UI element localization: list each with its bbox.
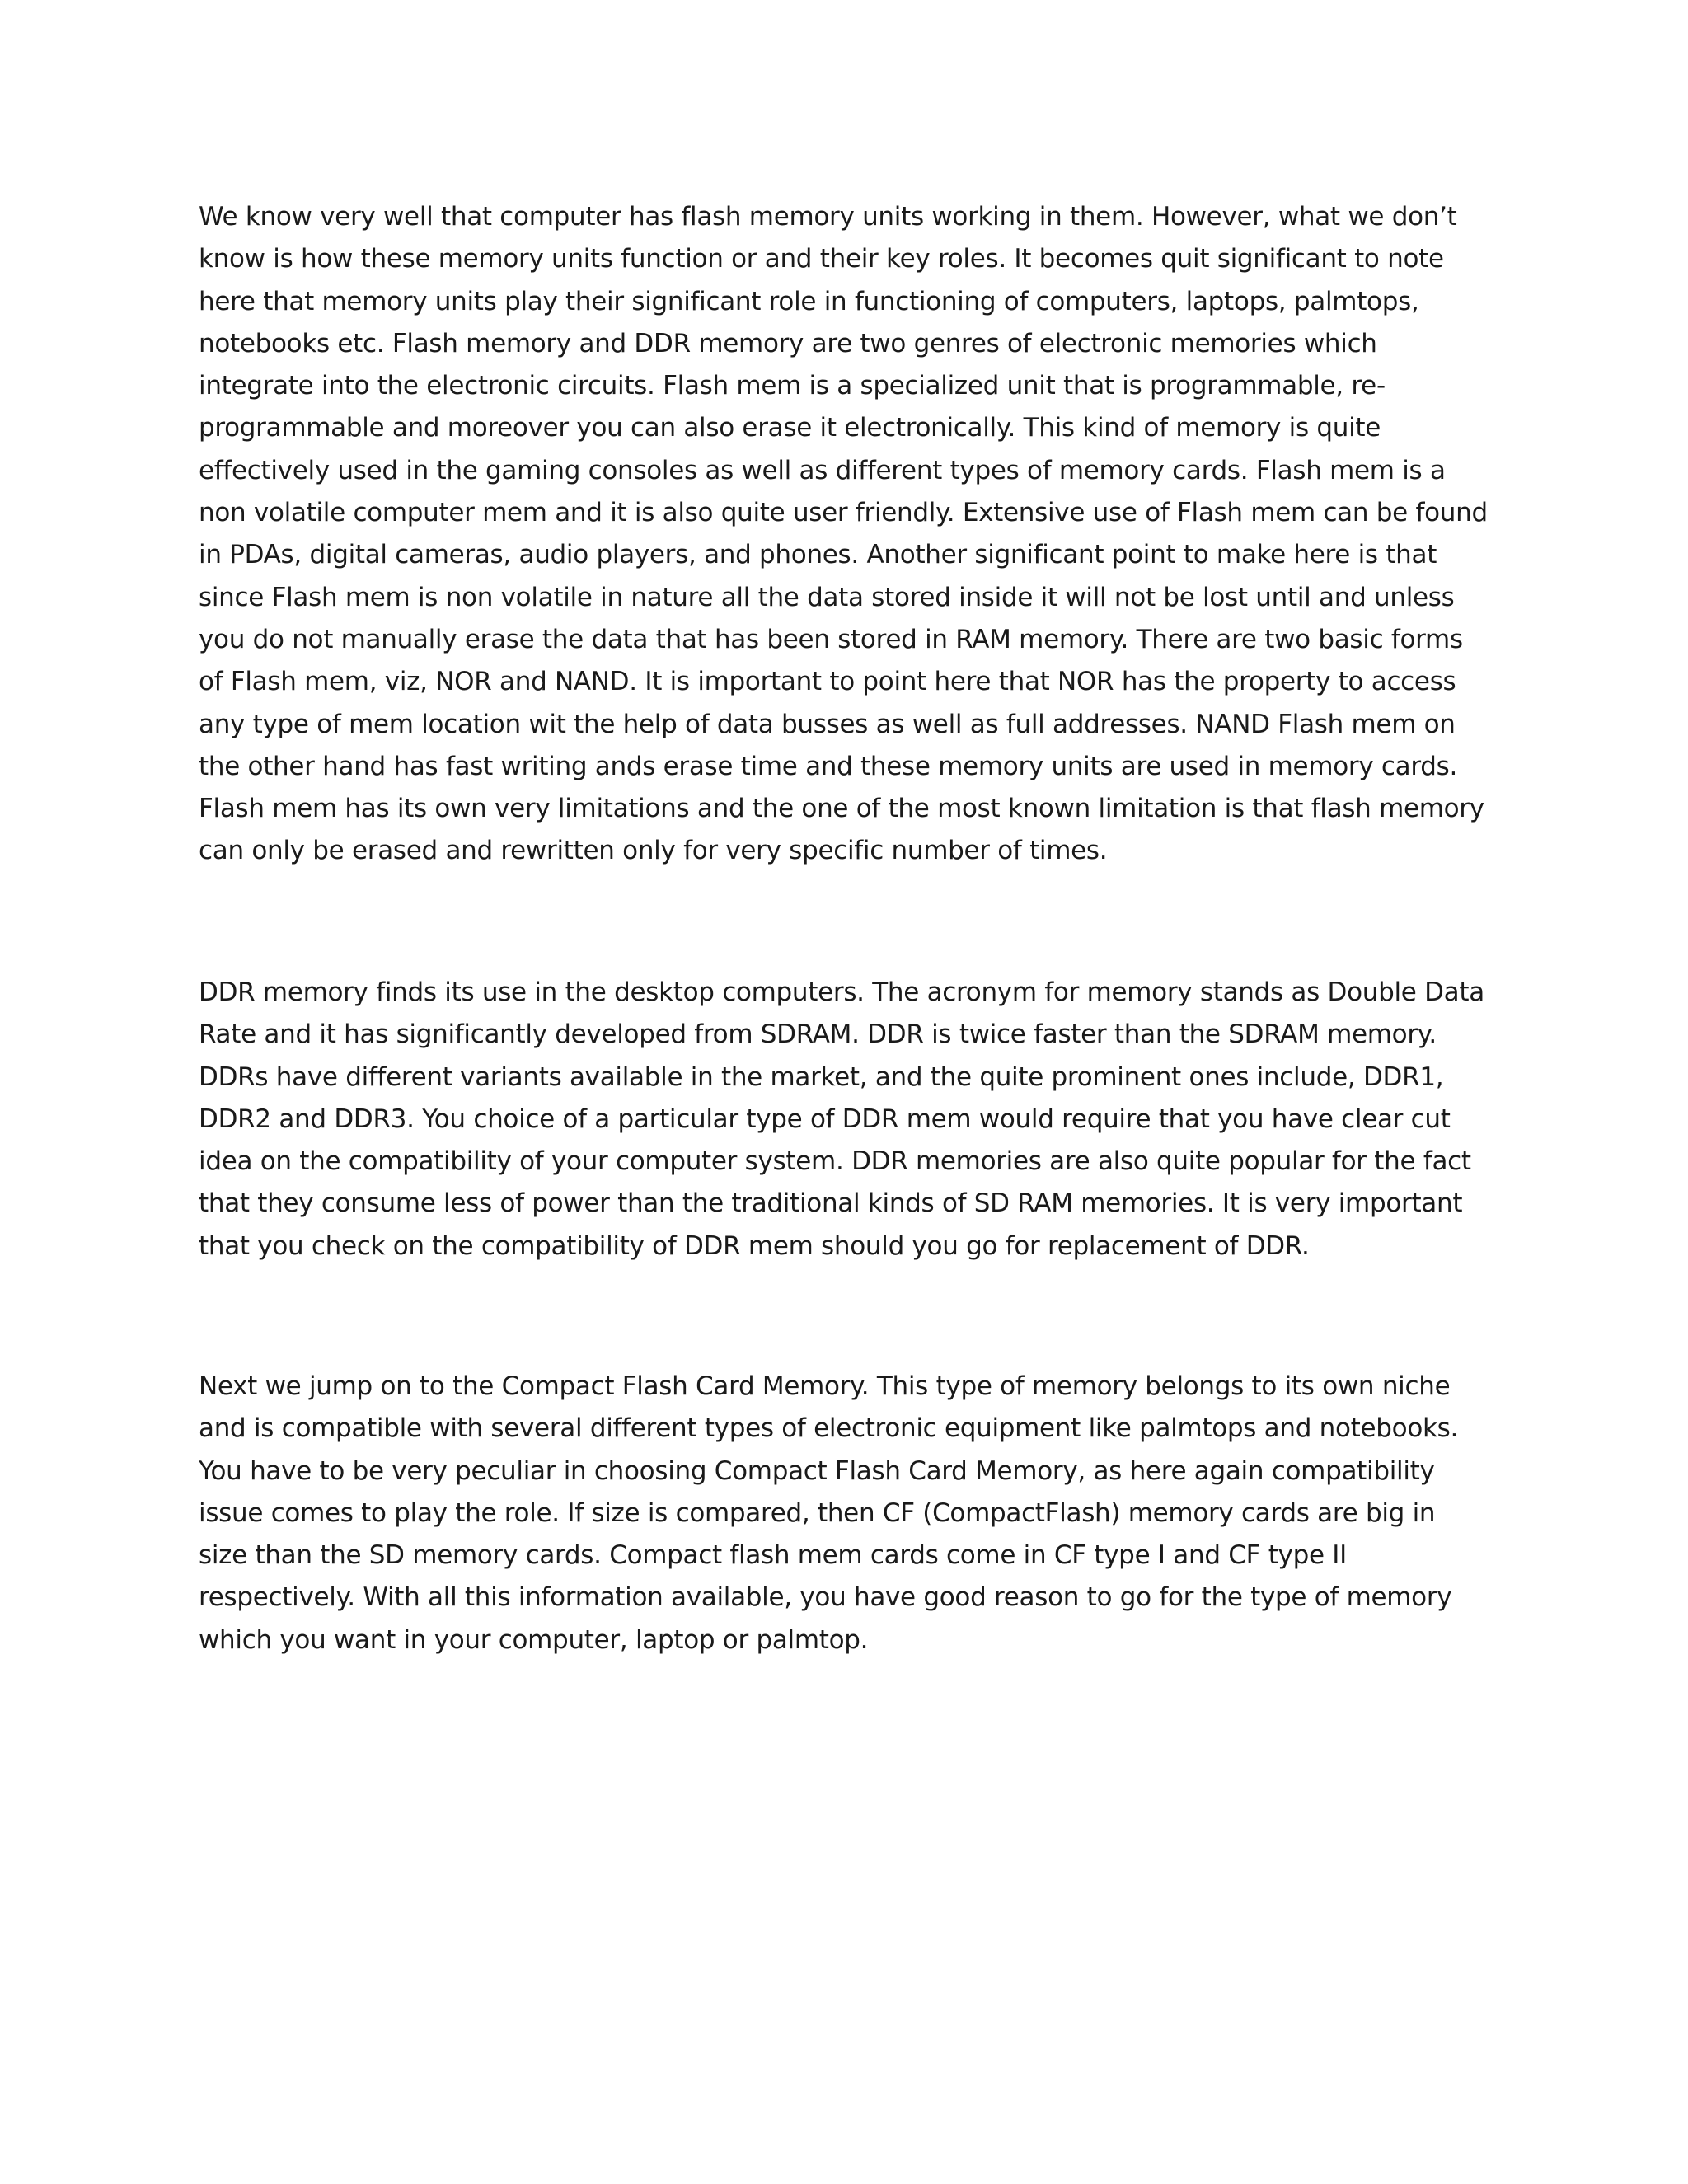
paragraph-flash-memory: We know very well that computer has flash memory units working in them. However, what we don’t know is how these memory units function or and their key roles. It becomes quit significant to note here that memory units play their significant role in functioning of computers, laptops, palmtops, notebooks etc. Flash memory and DDR memory are two genres of electronic memories which integrate into the electronic circuits. Flash mem is a specialized unit that is programmable, re-programmable and moreover you can also erase it electronically. This kind of memory is quite effectively used in the gaming consoles as well as different types of memory cards. Flash mem is a non volatile computer mem and it is also quite user friendly. Extensive use of Flash mem can be found in PDAs, digital cameras, audio players, and phones. Another significant point to make here is that since Flash mem is non volatile in nature all the data stored inside it will not be lost until and unless you do not manually erase the data that has been stored in RAM memory. There are two basic forms of Flash mem, viz, NOR and NAND. It is important to point here that NOR has the property to access any type of mem location wit the help of data busses as well as full addresses. NAND Flash mem on the other hand has fast writing ands erase time and these memory units are used in memory cards. Flash mem has its own very limitations and the one of the most known limitation is that flash memory can only be erased and rewritten only for very specific number of times. — [199, 202, 1488, 866]
paragraph-compact-flash: Next we jump on to the Compact Flash Card Memory. This type of memory belongs to its own niche and is compatible with several different types of electronic equipment like palmtops and notebooks. You have to be very peculiar in choosing Compact Flash Card Memory, as here again compatibility issue comes to play the role. If size is compared, then CF (CompactFlash) memory cards are big in size than the SD memory cards. Compact flash mem cards come in CF type I and CF type II respectively. With all this information available, you have good reason to go for the type of memory which you want in your computer, laptop or palmtop. — [199, 1371, 1459, 1655]
paragraph-ddr-memory: DDR memory finds its use in the desktop computers. The acronym for memory stands as Double Data Rate and it has significantly developed from SDRAM. DDR is twice faster than the SDRAM memory. DDRs have different variants available in the market, and the quite prominent ones include, DDR1, DDR2 and DDR3. You choice of a particular type of DDR mem would require that you have clear cut idea on the compatibility of your computer system. DDR memories are also quite popular for the fact that they consume less of power than the traditional kinds of SD RAM memories. It is very important that you check on the compatibility of DDR mem should you go for replacement of DDR. — [199, 977, 1484, 1261]
